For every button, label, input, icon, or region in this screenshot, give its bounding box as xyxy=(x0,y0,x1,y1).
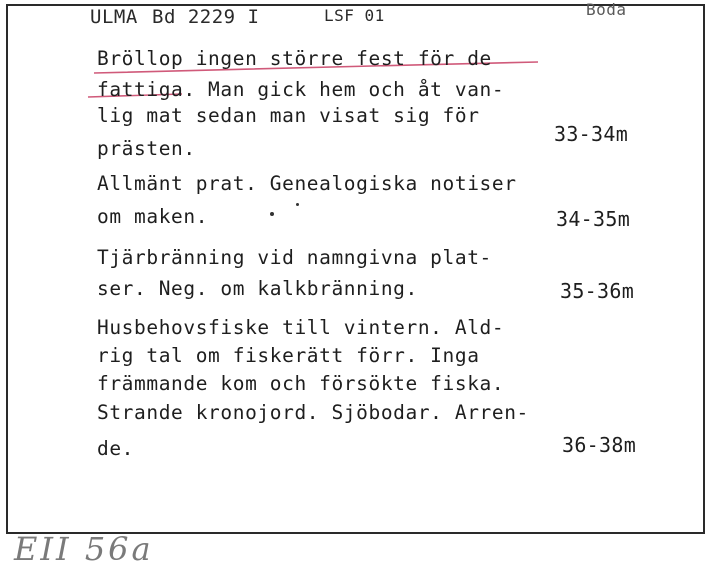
entry-4-time-ref: 36-38m xyxy=(562,433,637,457)
entry-4-line-3: främmande kom och försökte fiska. xyxy=(97,372,505,395)
entry-3-time-ref: 35-36m xyxy=(560,279,635,303)
entry-4-line-4: Strande kronojord. Sjöbodar. Arren- xyxy=(97,401,529,424)
entry-2-line-2: om maken. xyxy=(97,205,209,228)
entry-1-line-4: prästen. xyxy=(97,137,196,160)
ink-speck xyxy=(296,203,299,206)
record-number: Bd 2229 I xyxy=(152,6,260,28)
entry-4-line-5: de. xyxy=(97,437,135,460)
ink-speck xyxy=(270,212,274,216)
entry-4-line-1: Husbehovsfiske till vintern. Ald- xyxy=(97,316,505,339)
place-name: Boda xyxy=(586,0,627,19)
entry-1-line-2: fattiga. Man gick hem och åt van- xyxy=(97,78,505,101)
archive-label: ULMA xyxy=(90,6,138,28)
entry-1-line-1: Bröllop ingen större fest för de xyxy=(97,47,492,70)
entry-3-line-2: ser. Neg. om kalkbränning. xyxy=(97,277,418,300)
entry-2-time-ref: 34-35m xyxy=(556,207,631,231)
handwritten-archive-mark: EII 56a xyxy=(14,530,154,568)
entry-3-line-1: Tjärbränning vid namngivna plat- xyxy=(97,246,492,269)
entry-1-time-ref: 33-34m xyxy=(554,122,629,146)
entry-1-line-3: lig mat sedan man visat sig för xyxy=(97,104,480,127)
entry-2-line-1: Allmänt prat. Genealogiska notiser xyxy=(97,172,517,195)
entry-4-line-2: rig tal om fiskerätt förr. Inga xyxy=(97,344,480,367)
record-code: LSF 01 xyxy=(324,6,385,25)
